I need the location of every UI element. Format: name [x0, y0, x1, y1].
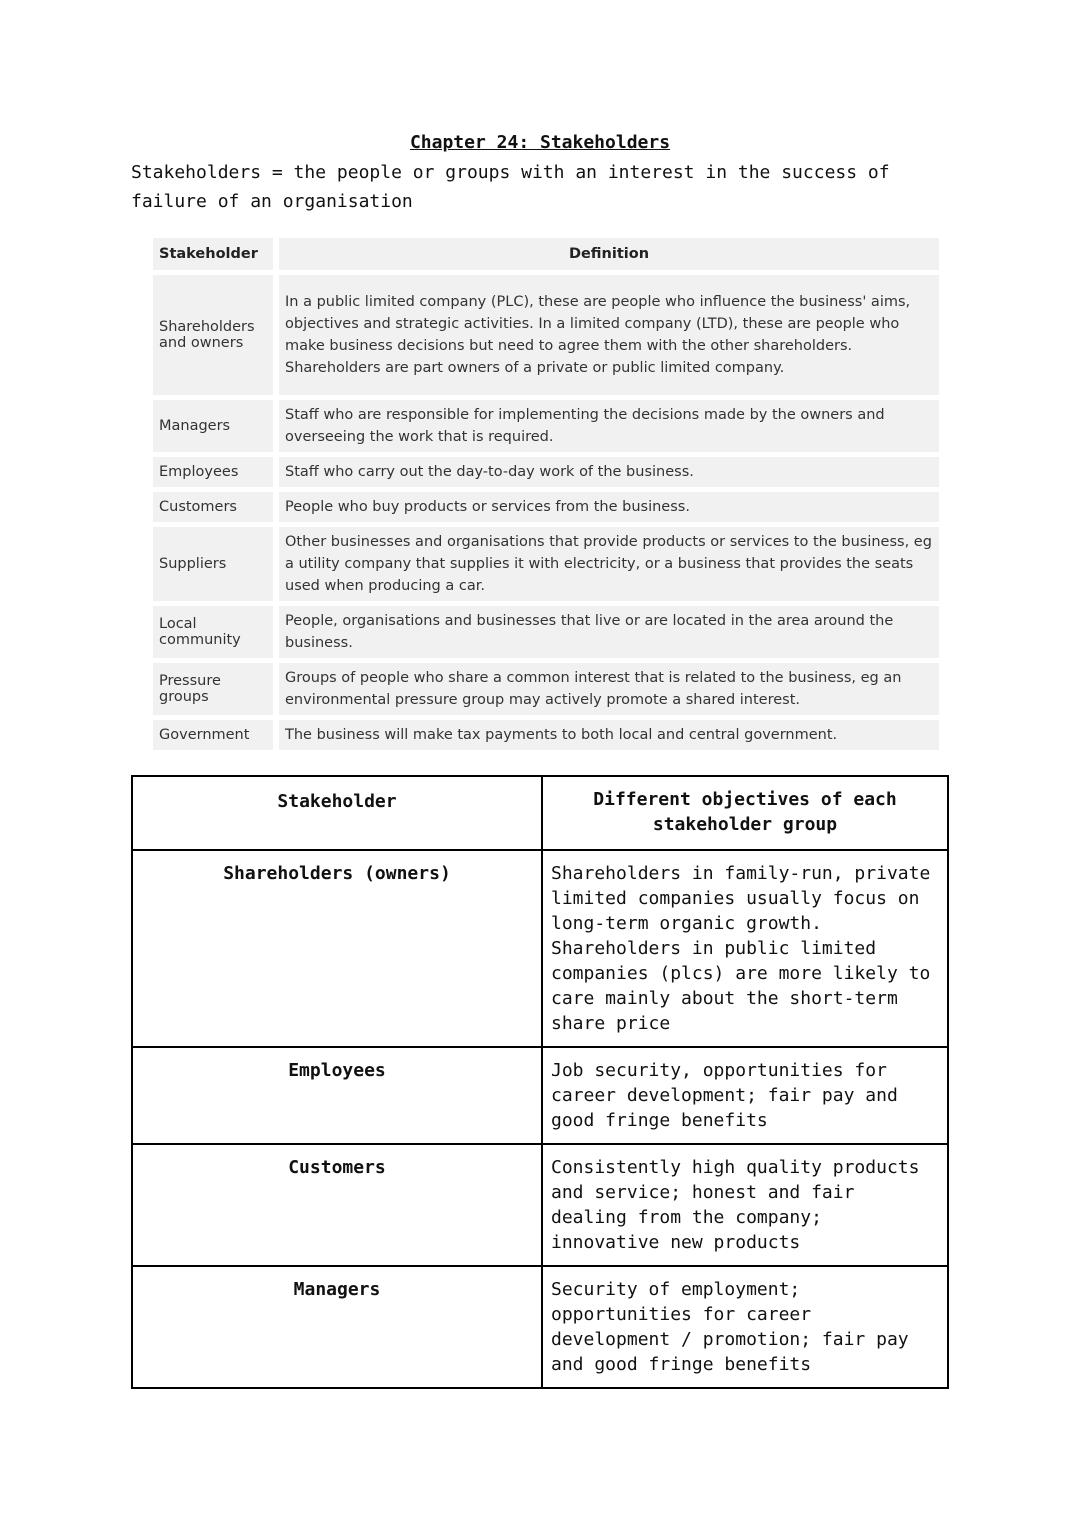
objectives-text: Consistently high quality products and service; honest and fair dealing from the company; innovative new products [542, 1144, 948, 1266]
objectives-stakeholder: Managers [132, 1266, 542, 1388]
objectives-text: Shareholders in family-run, private limited companies usually focus on long-term organic growth. Shareholders in public limited companies (plcs) are more likely to care mainly about the short-term share price [542, 850, 948, 1047]
definitions-table [153, 233, 939, 755]
objectives-row [132, 1144, 948, 1266]
objectives-text: Job security, opportunities for career development; fair pay and good fringe benefits [542, 1047, 948, 1144]
definitions-stakeholder: Managers [153, 400, 279, 452]
objectives-text: Security of employment; opportunities for career development / promotion; fair pay and good fringe benefits [542, 1266, 948, 1388]
definitions-stakeholder: Suppliers [153, 527, 279, 601]
definitions-row [153, 457, 939, 487]
definitions-stakeholder: Shareholders and owners [153, 275, 279, 395]
definitions-row [153, 400, 939, 452]
page-title: Chapter 24: Stakeholders [409, 132, 671, 153]
objectives-stakeholder: Customers [132, 1144, 542, 1266]
definitions-definition: Staff who are responsible for implementing the decisions made by the owners and overseeing the work that is required. [279, 400, 939, 452]
definitions-header-stakeholder: Stakeholder [153, 238, 279, 270]
objectives-row [132, 1266, 948, 1388]
definitions-row [153, 492, 939, 522]
definitions-row [153, 606, 939, 658]
definitions-row [153, 663, 939, 715]
objectives-table [131, 775, 949, 1389]
definitions-header-definition: Definition [279, 238, 939, 270]
definitions-stakeholder: Customers [153, 492, 279, 522]
definitions-definition: In a public limited company (PLC), these are people who influence the business' aims, objectives and strategic activities. In a limited company (LTD), these are people who make business decisions but need to agree them with the other shareholders. Shareholders are part owners of a private or public limited company. [279, 275, 939, 395]
objectives-header-row [132, 776, 948, 850]
objectives-stakeholder: Shareholders (owners) [132, 850, 542, 1047]
definitions-definition: People who buy products or services from the business. [279, 492, 939, 522]
objectives-header-stakeholder: Stakeholder [132, 776, 542, 850]
definitions-stakeholder: Local community [153, 606, 279, 658]
definitions-stakeholder: Pressure groups [153, 663, 279, 715]
definitions-definition: The business will make tax payments to both local and central government. [279, 720, 939, 750]
definitions-definition: Groups of people who share a common interest that is related to the business, eg an environmental pressure group may actively promote a shared interest. [279, 663, 939, 715]
objectives-stakeholder: Employees [132, 1047, 542, 1144]
definitions-definition: People, organisations and businesses that live or are located in the area around the business. [279, 606, 939, 658]
definitions-definition: Staff who carry out the day-to-day work of the business. [279, 457, 939, 487]
definitions-row [153, 527, 939, 601]
definitions-row [153, 720, 939, 750]
definitions-stakeholder: Government [153, 720, 279, 750]
objectives-row [132, 850, 948, 1047]
intro-text: Stakeholders = the people or groups with an interest in the success of failure of an organisation [131, 162, 890, 212]
definitions-row [153, 275, 939, 395]
objectives-row [132, 1047, 948, 1144]
definitions-definition: Other businesses and organisations that provide products or services to the business, eg a utility company that supplies it with electricity, or a business that provides the seats used when producing a car. [279, 527, 939, 601]
definitions-header-row [153, 238, 939, 270]
definitions-stakeholder: Employees [153, 457, 279, 487]
objectives-header-objectives: Different objectives of each stakeholder group [542, 776, 948, 850]
